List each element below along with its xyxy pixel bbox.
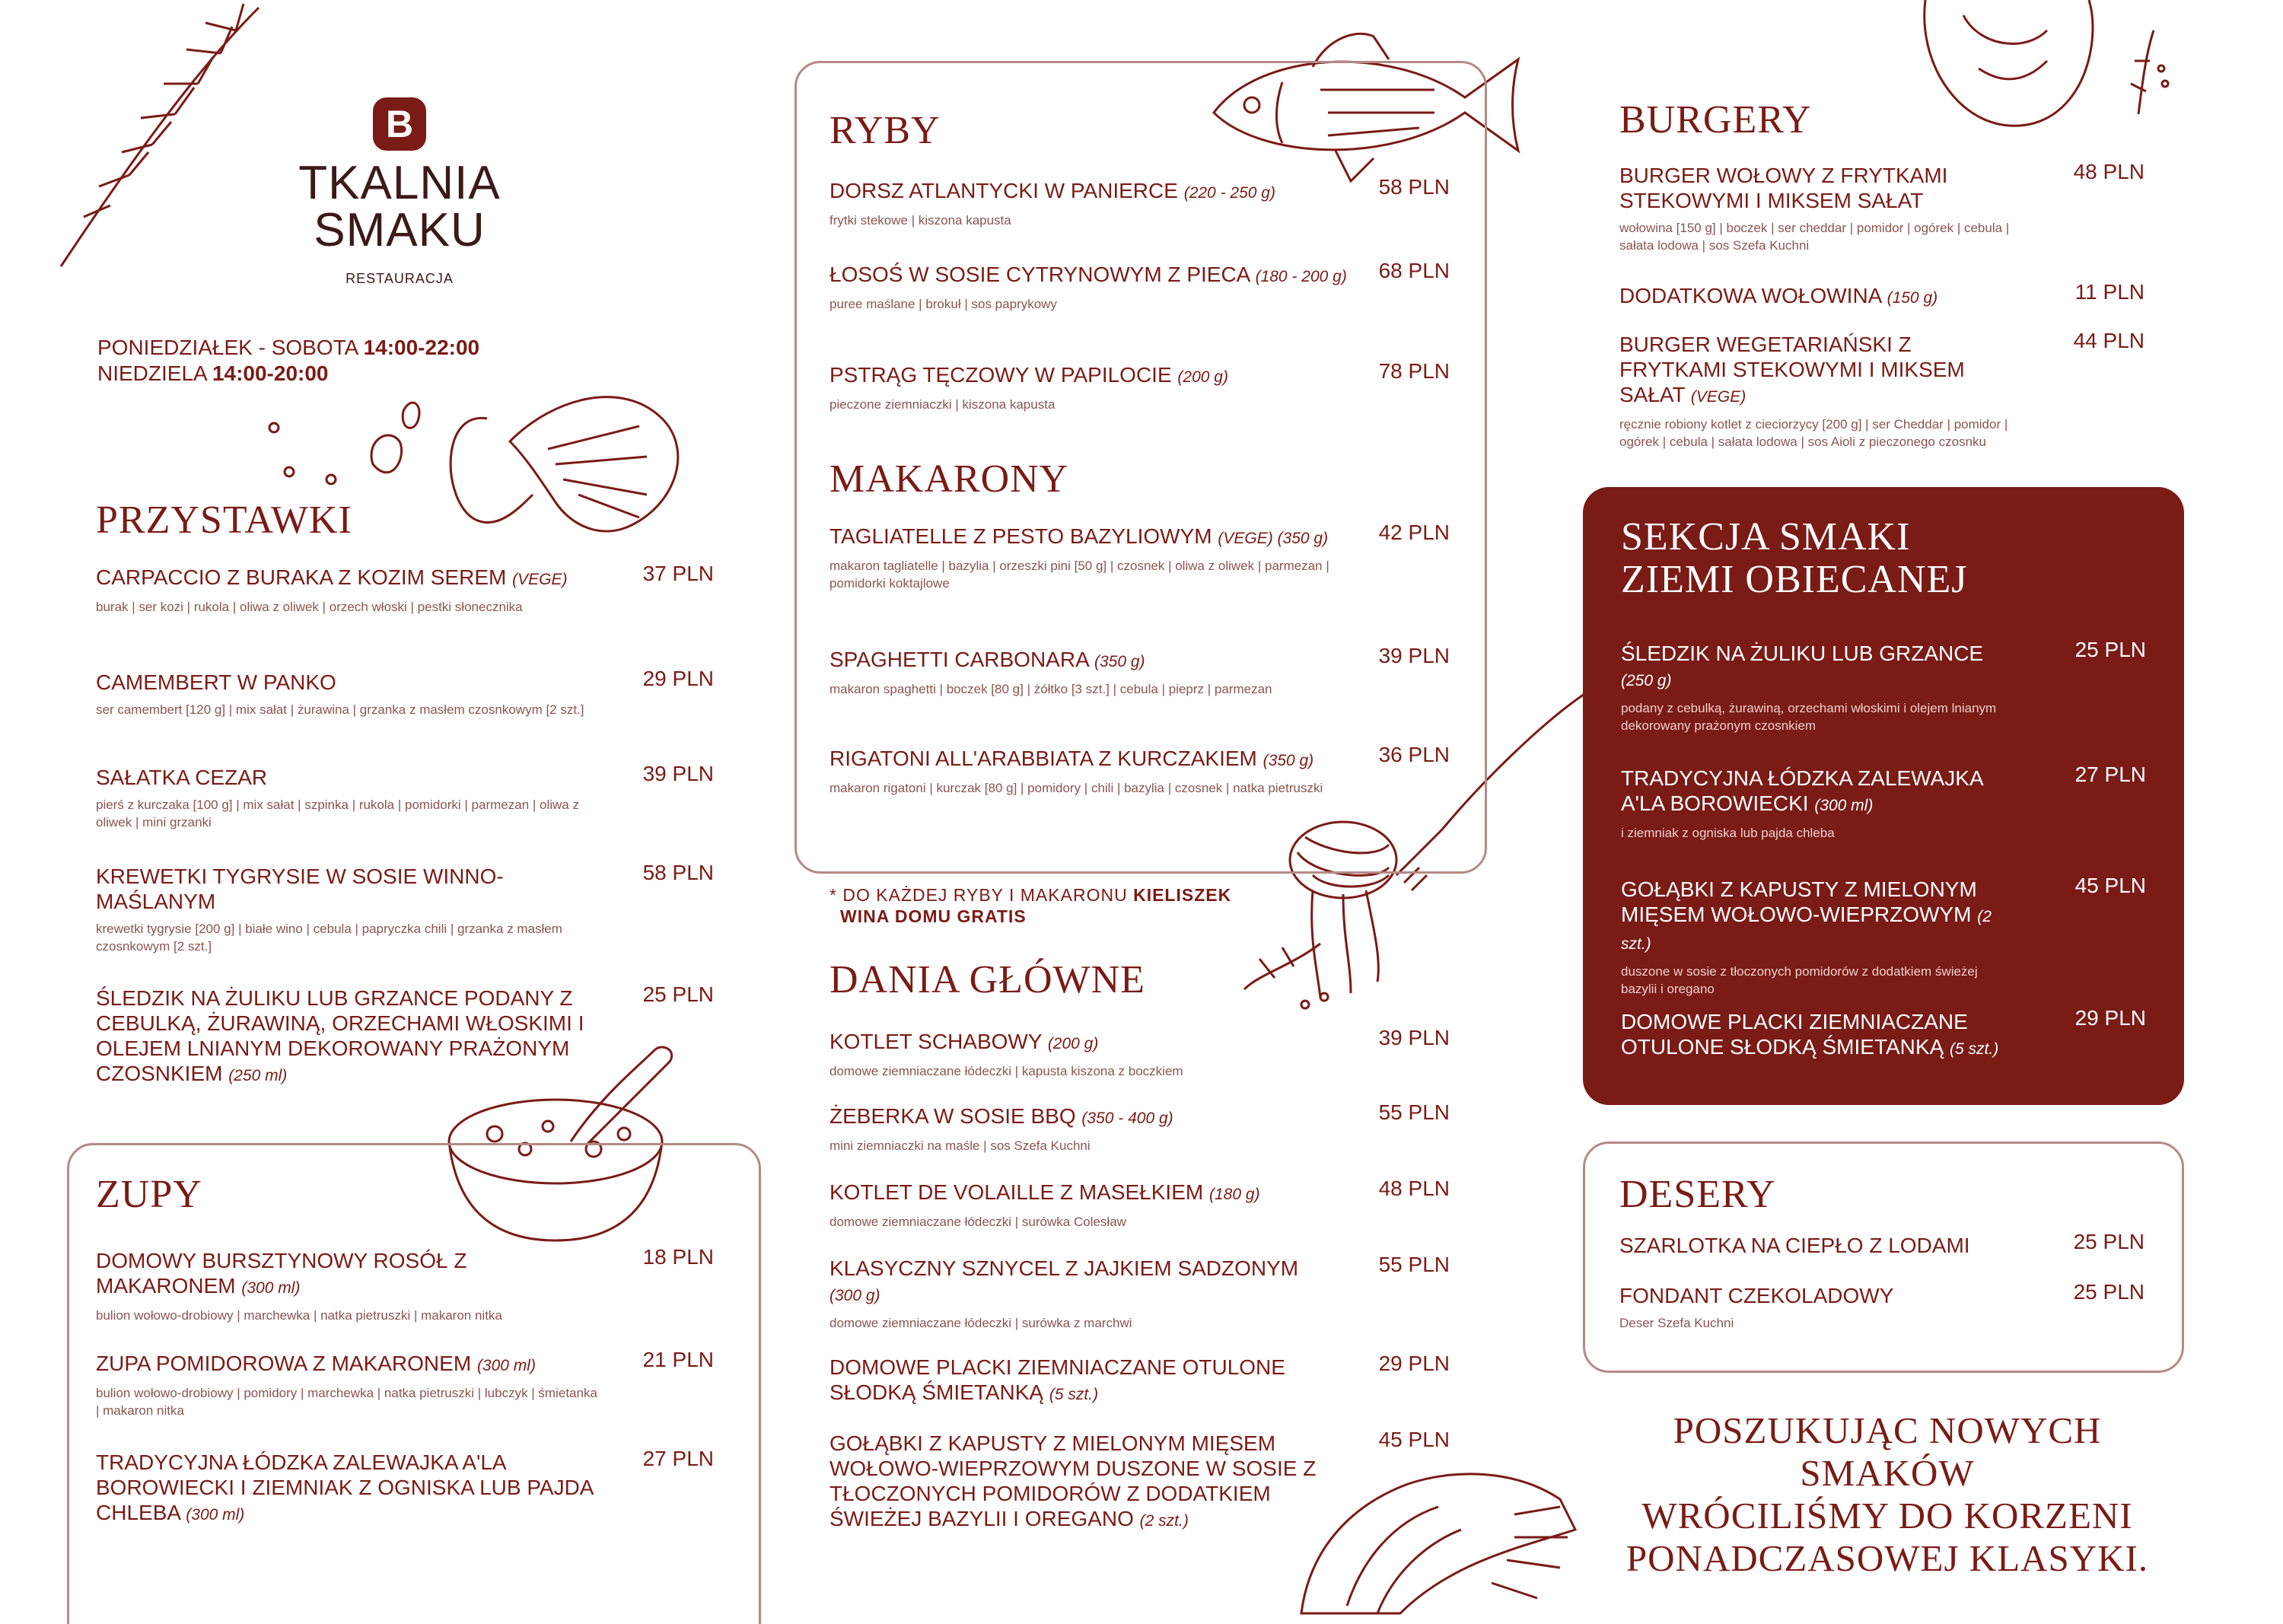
menu-item-name: KOTLET SCHABOWY (200 g) bbox=[829, 1030, 1099, 1053]
menu-item-note: (300 ml) bbox=[186, 1506, 245, 1524]
section-title-makarony: MAKARONY bbox=[829, 457, 1069, 501]
menu-item-price: 27 PLN bbox=[642, 1447, 714, 1470]
menu-item-description: makaron spaghetti | boczek [80 g] | żółtko [3 szt.] | cebula | pieprz | parmezan bbox=[829, 682, 1272, 696]
menu-item-description: pierś z kurczaka [100 g] | mix sałat | szpinka | rukola | pomidorki | parmezan | oliwa z oliwek | mini grzanki bbox=[96, 798, 579, 830]
menu-item bbox=[829, 362, 1362, 413]
menu-item-note: (300 ml) bbox=[476, 1357, 536, 1374]
menu-item-name: KLASYCZNY SZNYCEL Z JAJKIEM SADZONYM (300 g) bbox=[829, 1256, 1299, 1304]
menu-item-price: 21 PLN bbox=[642, 1348, 714, 1371]
menu-item-name: RIGATONI ALL'ARABBIATA Z KURCZAKIEM (350 g) bbox=[829, 747, 1314, 770]
menu-item-price: 58 PLN bbox=[1378, 175, 1450, 199]
menu-item-price: 68 PLN bbox=[1378, 259, 1450, 282]
menu-item-description: i ziemniak z ogniska lub pajda chleba bbox=[1621, 826, 1835, 840]
menu-item-price: 55 PLN bbox=[1378, 1100, 1450, 1124]
menu-item-name: TAGLIATELLE Z PESTO BAZYLIOWYM (VEGE) (350 g) bbox=[829, 524, 1329, 548]
menu-item-name: GOŁĄBKI Z KAPUSTY Z MIELONYM MIĘSEM WOŁOWO-WIEPRZOWYM DUSZONE W SOSIE Z TŁOCZONYCH POMIDORÓW Z DODATKIEM ŚWIEŻEJ BAZYLII I OREGANO (2 szt.) bbox=[829, 1431, 1317, 1530]
menu-item bbox=[96, 565, 598, 616]
menu-item-name: DOMOWE PLACKI ZIEMNIACZANE OTULONE SŁODKĄ ŚMIETANKĄ (5 szt.) bbox=[1621, 1010, 1999, 1059]
menu-item bbox=[1621, 641, 2017, 734]
menu-item bbox=[829, 1355, 1324, 1407]
menu-item-note: (300 ml) bbox=[241, 1279, 301, 1297]
section-title-sekcja: SEKCJA SMAKI ZIEMI OBIECANEJ bbox=[1621, 515, 1968, 601]
menu-item bbox=[1621, 1009, 2017, 1062]
menu-item bbox=[829, 1103, 1324, 1154]
menu-item-description: domowe ziemniaczane łódeczki | kapusta kiszona z boczkiem bbox=[829, 1064, 1183, 1078]
menu-item-price: 39 PLN bbox=[642, 762, 714, 785]
menu-item-note: (VEGE) bbox=[1690, 388, 1746, 406]
menu-item-price: 45 PLN bbox=[2074, 874, 2146, 897]
menu-item-note: (180 - 200 g) bbox=[1255, 268, 1347, 285]
menu-item-price: 29 PLN bbox=[2074, 1006, 2146, 1030]
section-title-desery: DESERY bbox=[1619, 1173, 1776, 1216]
menu-item-price: 45 PLN bbox=[1378, 1428, 1450, 1451]
rosemary-icon bbox=[46, 0, 274, 274]
menu-item-note: (150 g) bbox=[1887, 289, 1938, 307]
menu-item-description: bulion wołowo-drobiowy | marchewka | natka pietruszki | makaron nitka bbox=[96, 1308, 502, 1323]
menu-item-description: podany z cebulką, żurawiną, orzechami włoskimi i olejem lnianym dekorowany prażonym czosnkiem bbox=[1621, 701, 1997, 733]
menu-item bbox=[96, 1248, 598, 1324]
menu-item-description: puree maślane | brokuł | sos paprykowy bbox=[829, 297, 1057, 311]
menu-item bbox=[829, 647, 1339, 698]
menu-item-name: BURGER WOŁOWY Z FRYTKAMI STEKOWYMI I MIKSEM SAŁAT bbox=[1619, 164, 1948, 212]
wine-note: * DO KAŻDEJ RYBY I MAKARONU KIELISZEK WINA DOMU GRATIS bbox=[829, 885, 1232, 926]
menu-item-name: TRADYCYJNA ŁÓDZKA ZALEWAJKA A'LA BOROWIECKI I ZIEMNIAK Z OGNISKA LUB PAJDA CHLEBA (300 ml) bbox=[96, 1450, 593, 1524]
menu-item-note: (VEGE) (350 g) bbox=[1218, 530, 1329, 547]
menu-item bbox=[96, 864, 598, 955]
section-title-burgery: BURGERY bbox=[1619, 98, 1812, 142]
menu-item-note: (2 szt.) bbox=[1621, 908, 1992, 953]
opening-hours: PONIEDZIAŁEK - SOBOTA 14:00-22:00 NIEDZIELA 14:00-20:00 bbox=[97, 336, 480, 385]
menu-item-price: 27 PLN bbox=[2074, 763, 2146, 786]
menu-item-price: 25 PLN bbox=[642, 982, 714, 1006]
menu-item-price: 25 PLN bbox=[2073, 1280, 2144, 1304]
menu-item-name: FONDANT CZEKOLADOWY bbox=[1619, 1284, 1894, 1307]
sekcja-box bbox=[1583, 487, 2184, 1105]
menu-item-price: 55 PLN bbox=[1378, 1253, 1450, 1276]
menu-item-description: krewetki tygrysie [200 g] | białe wino | cebula | papryczka chili | grzanka z masłem czosnkowym [2 szt.] bbox=[96, 922, 562, 954]
menu-item-description: ser camembert [120 g] | mix sałat | żurawina | grzanka z masłem czosnkowym [2 szt.] bbox=[96, 702, 584, 717]
section-title-zupy: ZUPY bbox=[96, 1173, 202, 1216]
menu-item-name: DODATKOWA WOŁOWINA (150 g) bbox=[1619, 284, 1938, 307]
menu-item-name: ŁOSOŚ W SOSIE CYTRYNOWYM Z PIECA (180 - 200 g) bbox=[829, 263, 1347, 286]
menu-item-price: 58 PLN bbox=[642, 861, 714, 884]
menu-item bbox=[1619, 332, 2015, 451]
menu-item-price: 29 PLN bbox=[642, 667, 714, 690]
menu-item bbox=[96, 986, 598, 1088]
menu-item-note: (350 g) bbox=[1262, 752, 1314, 769]
menu-item-name: CAMEMBERT W PANKO bbox=[96, 670, 336, 694]
menu-item-name: TRADYCYJNA ŁÓDZKA ZALEWAJKA A'LA BOROWIECKI (300 ml) bbox=[1621, 766, 1983, 815]
menu-item-description: makaron rigatoni | kurczak [80 g] | pomidory | chili | bazylia | czosnek | natka pietruszki bbox=[829, 781, 1323, 795]
menu-item bbox=[96, 670, 598, 718]
menu-item-description: duszone w sosie z tłoczonych pomidorów z dodatkiem świeżej bazylii i oregano bbox=[1621, 964, 1978, 996]
menu-item-name: SZARLOTKA NA CIEPŁO Z LODAMI bbox=[1619, 1234, 1970, 1257]
brand-subtitle: RESTAURACJA bbox=[345, 271, 454, 286]
menu-item bbox=[96, 765, 598, 831]
menu-item-price: 36 PLN bbox=[1378, 743, 1450, 766]
menu-item bbox=[1619, 1233, 2046, 1258]
menu-item-description: mini ziemniaczki na maśle | sos Szefa Kuchni bbox=[829, 1138, 1091, 1153]
menu-item-price: 11 PLN bbox=[2074, 280, 2144, 304]
menu-item-note: (300 g) bbox=[829, 1287, 880, 1304]
menu-item bbox=[829, 178, 1362, 229]
menu-item-price: 48 PLN bbox=[2073, 160, 2144, 183]
menu-item bbox=[829, 524, 1339, 592]
menu-item-description: pieczone ziemniaczki | kiszona kapusta bbox=[829, 397, 1056, 412]
menu-item-note: (250 ml) bbox=[228, 1067, 288, 1084]
menu-item bbox=[829, 1029, 1324, 1080]
menu-item-description: domowe ziemniaczane łódeczki | surówka z marchwi bbox=[829, 1316, 1132, 1330]
menu-item-note: (200 g) bbox=[1047, 1035, 1099, 1052]
menu-item-description: ręcznie robiony kotlet z cieciorzycy [200 g] | ser Cheddar | pomidor | ogórek | cebula | sałata lodowa | sos Aioli z pieczonego czosnku bbox=[1619, 417, 2008, 449]
menu-item-description: burak | ser kozi | rukola | oliwa z oliwek | orzech włoski | pestki słonecznika bbox=[96, 600, 523, 614]
menu-item-note: (250 g) bbox=[1621, 672, 1672, 689]
menu-item bbox=[829, 1256, 1324, 1332]
section-title-przystawki: PRZYSTAWKI bbox=[96, 498, 352, 542]
section-title-dania: DANIA GŁÓWNE bbox=[829, 958, 1145, 1001]
menu-item-note: (5 szt.) bbox=[1049, 1386, 1099, 1403]
menu-item-price: 39 PLN bbox=[1378, 1026, 1450, 1049]
menu-item-note: (180 g) bbox=[1208, 1186, 1260, 1203]
menu-item-name: CARPACCIO Z BURAKA Z KOZIM SEREM (VEGE) bbox=[96, 565, 568, 589]
menu-item-price: 37 PLN bbox=[642, 562, 714, 585]
menu-item-name: KREWETKI TYGRYSIE W SOSIE WINNO-MAŚLANYM bbox=[96, 865, 504, 913]
menu-item-name: DOMOWE PLACKI ZIEMNIACZANE OTULONE SŁODKĄ ŚMIETANKĄ (5 szt.) bbox=[829, 1355, 1285, 1404]
menu-item-name: ZUPA POMIDOROWA Z MAKARONEM (300 ml) bbox=[96, 1352, 536, 1375]
menu-item-name: DORSZ ATLANTYCKI W PANIERCE (220 - 250 g) bbox=[829, 179, 1275, 202]
menu-item-name: ŚLEDZIK NA ŻULIKU LUB GRZANCE PODANY Z CEBULKĄ, ŻURAWINĄ, ORZECHAMI WŁOSKIMI I OLEJEM LNIANYM DEKOROWANY PRAŻONYM CZOSNKIEM (250 ml) bbox=[96, 986, 584, 1085]
menu-item-price: 78 PLN bbox=[1378, 359, 1450, 383]
menu-item-name: BURGER WEGETARIAŃSKI Z FRYTKAMI STEKOWYMI I MIKSEM SAŁAT (VEGE) bbox=[1619, 333, 1965, 406]
menu-item bbox=[829, 746, 1339, 797]
logo-mark: B bbox=[373, 97, 426, 151]
menu-item-price: 39 PLN bbox=[1378, 644, 1450, 667]
menu-item bbox=[96, 1351, 598, 1419]
menu-item-price: 25 PLN bbox=[2074, 638, 2146, 661]
slogan: POSZUKUJĄC NOWYCH SMAKÓW WRÓCILIŚMY DO KORZENI PONADCZASOWEJ KLASYKI. bbox=[1625, 1409, 2149, 1579]
ribs-icon bbox=[1286, 1461, 1590, 1624]
menu-item-name: ŚLEDZIK NA ŻULIKU LUB GRZANCE (250 g) bbox=[1621, 642, 1984, 689]
menu-item-note: (350 - 400 g) bbox=[1081, 1110, 1173, 1127]
menu-item-description: makaron tagliatelle | bazylia | orzeszki pini [50 g] | czosnek | oliwa z oliwek | parmezan | pomidorki koktajlowe bbox=[829, 559, 1329, 591]
menu-item-price: 29 PLN bbox=[1378, 1352, 1450, 1375]
menu-item bbox=[829, 1180, 1324, 1231]
menu-item-name: SAŁATKA CEZAR bbox=[96, 766, 268, 789]
menu-item-description: wołowina [150 g] | boczek | ser cheddar | pomidor | ogórek | cebula | sałata lodowa | sos Szefa Kuchni bbox=[1619, 221, 2010, 253]
menu-item-note: (220 - 250 g) bbox=[1183, 184, 1275, 202]
menu-item-price: 18 PLN bbox=[642, 1245, 714, 1269]
menu-item-price: 25 PLN bbox=[2073, 1230, 2144, 1253]
menu-item-note: (350 g) bbox=[1094, 653, 1145, 670]
menu-item bbox=[1619, 163, 2015, 254]
menu-item-name: DOMOWY BURSZTYNOWY ROSÓŁ Z MAKARONEM (300 ml) bbox=[96, 1249, 467, 1298]
menu-item-note: (5 szt.) bbox=[1950, 1040, 1999, 1058]
menu-item-price: 44 PLN bbox=[2073, 329, 2144, 352]
menu-item bbox=[1619, 1283, 2046, 1332]
menu-item bbox=[96, 1450, 598, 1527]
menu-item bbox=[829, 1431, 1324, 1533]
menu-item-name: ŻEBERKA W SOSIE BBQ (350 - 400 g) bbox=[829, 1104, 1173, 1128]
brand-name: TKALNIA SMAKU bbox=[298, 157, 501, 256]
section-title-ryby: RYBY bbox=[829, 109, 941, 152]
menu-item-price: 42 PLN bbox=[1378, 521, 1450, 544]
menu-item-price: 48 PLN bbox=[1378, 1177, 1450, 1200]
menu-item-name: KOTLET DE VOLAILLE Z MASEŁKIEM (180 g) bbox=[829, 1180, 1260, 1204]
menu-item-name: GOŁĄBKI Z KAPUSTY Z MIELONYM MIĘSEM WOŁOWO-WIEPRZOWYM (2 szt.) bbox=[1621, 877, 1992, 953]
menu-item bbox=[1619, 283, 2015, 310]
tomato-icon bbox=[1918, 0, 2169, 137]
menu-item bbox=[1621, 877, 2017, 998]
menu-item bbox=[1621, 766, 2017, 842]
menu-item-name: SPAGHETTI CARBONARA (350 g) bbox=[829, 648, 1145, 671]
menu-item-note: (300 ml) bbox=[1814, 797, 1874, 814]
menu-item-note: (2 szt.) bbox=[1139, 1512, 1189, 1530]
menu-item bbox=[829, 262, 1362, 313]
menu-item-name: PSTRĄG TĘCZOWY W PAPILOCIE (200 g) bbox=[829, 363, 1228, 387]
menu-item-description: frytki stekowe | kiszona kapusta bbox=[829, 213, 1011, 228]
menu-item-note: (VEGE) bbox=[512, 571, 568, 588]
menu-item-description: domowe ziemniaczane łódeczki | surówka Colesław bbox=[829, 1215, 1126, 1229]
menu-item-description: Deser Szefa Kuchni bbox=[1619, 1316, 1734, 1330]
menu-item-note: (200 g) bbox=[1177, 368, 1228, 386]
menu-item-description: bulion wołowo-drobiowy | pomidory | marchewka | natka pietruszki | lubczyk | śmietanka | makaron nitka bbox=[96, 1386, 597, 1418]
